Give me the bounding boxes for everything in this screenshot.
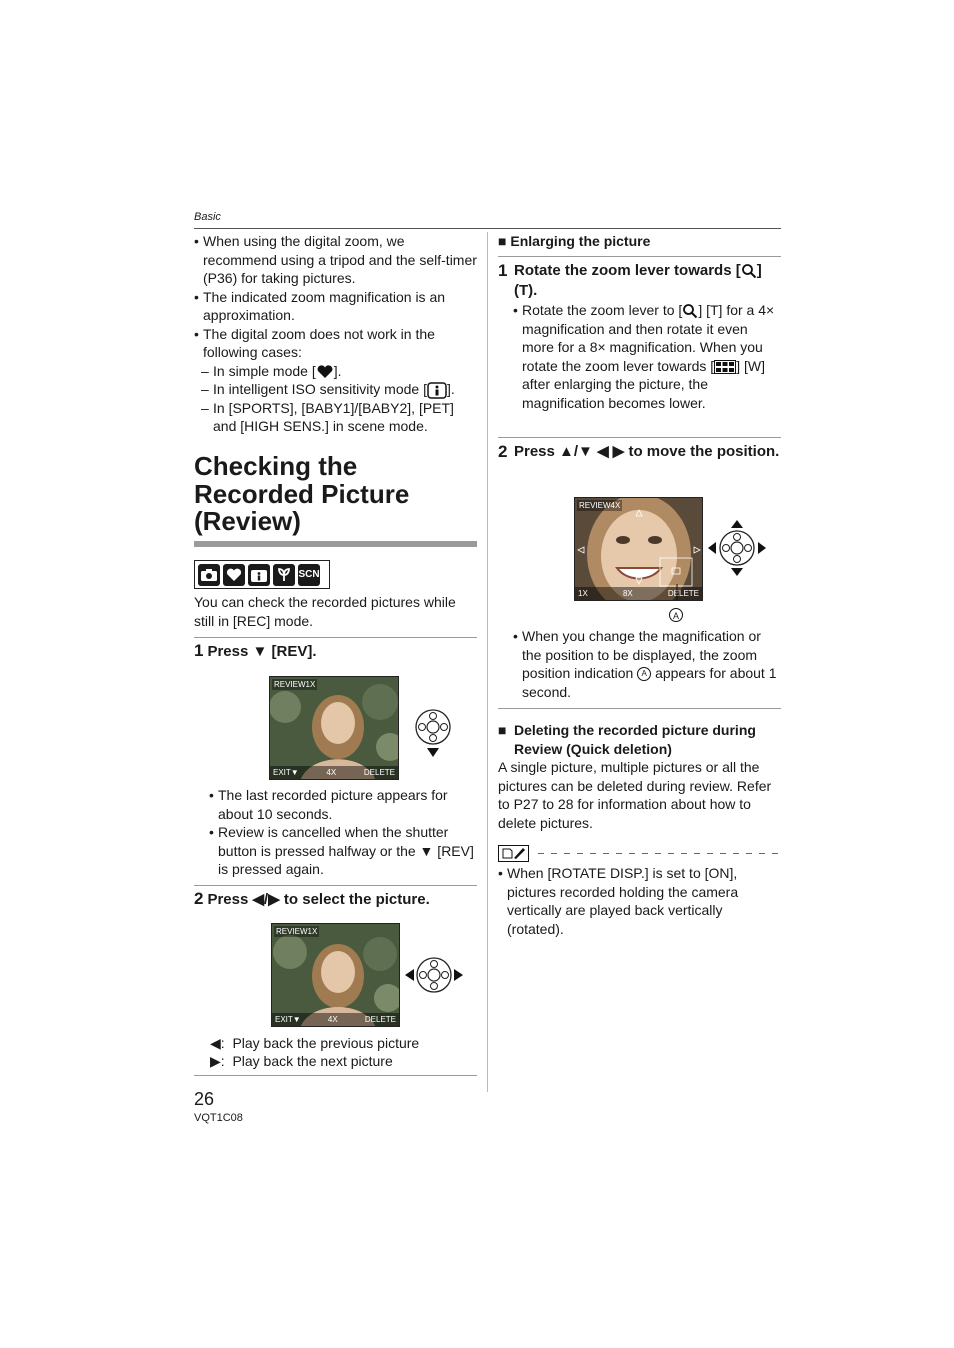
review-screen xyxy=(269,676,399,780)
callout-line xyxy=(671,584,683,600)
wide-multi-icon xyxy=(714,360,736,374)
lcd-status-bar xyxy=(270,766,398,779)
zoomed-review-screen xyxy=(574,497,703,601)
quick-delete-text: A single picture, multiple pictures or all the pictures can be deleted during review. Refer to P27 to 28 for information about how to delete pictures. xyxy=(498,759,772,831)
rule xyxy=(194,885,477,886)
magnifier-icon xyxy=(682,303,698,319)
review-indicator: REVIEW4X xyxy=(579,501,621,510)
callout-marker-inline: A xyxy=(637,667,651,681)
intro-text: You can check the recorded pictures while still in [REC] mode. xyxy=(194,594,456,629)
case-item: – In simple mode [ ]. xyxy=(194,362,477,381)
step-text: Press ◀/▶ to select the picture. xyxy=(207,891,430,908)
delete-label: DELETE xyxy=(363,768,395,777)
delete-label: DELETE xyxy=(667,589,699,598)
section-label: Basic xyxy=(194,211,221,223)
dpad-left-right-icon xyxy=(404,955,464,995)
step1-notes xyxy=(209,786,477,879)
note-item: • When using the digital zoom, we recommend using a tripod and the self-timer (P36) for taking pictures. xyxy=(194,232,477,288)
enlarge-step-2: 2 Press ▲/▼ ◀ ▶ to move the position. xyxy=(498,442,780,461)
column-divider xyxy=(487,232,488,1092)
document-code: VQT1C08 xyxy=(194,1112,243,1124)
simple-mode-icon xyxy=(223,564,245,586)
square-marker-icon: ■ xyxy=(498,233,507,249)
case-item: – In [SPORTS], [BABY1]/[BABY2], [PET] and [HIGH SENS.] in scene mode. xyxy=(194,399,477,436)
rule xyxy=(498,708,781,709)
enlarge-step-1: 1 Rotate the zoom lever towards [ ] (T). xyxy=(498,261,762,299)
camera-mode-icon xyxy=(198,564,220,586)
key-item: ▶: Play back the next picture xyxy=(210,1052,393,1069)
key-item: ◀: Play back the previous picture xyxy=(210,1035,420,1051)
dpad-down-icon xyxy=(414,708,452,760)
exit-label: EXIT▼ xyxy=(273,768,299,777)
photo-closeup xyxy=(575,498,703,601)
note-header xyxy=(498,845,781,863)
step-2 xyxy=(194,889,477,910)
intelligent-iso-icon xyxy=(427,382,447,399)
scene-mode-icon: SCN xyxy=(298,564,320,586)
photo-portrait xyxy=(272,924,400,1027)
review-indicator: REVIEW1X xyxy=(276,927,318,936)
step-text: Press ▼ [REV]. xyxy=(207,643,317,660)
zoom-label: 8X xyxy=(622,589,633,598)
rule xyxy=(194,637,477,638)
macro-mode-icon xyxy=(273,564,295,586)
title-bar xyxy=(194,541,477,547)
zoom-notes xyxy=(194,232,477,436)
zoom-label: 4X xyxy=(326,768,337,777)
delete-label: DELETE xyxy=(364,1015,396,1024)
note-item: • The digital zoom does not work in the following cases: xyxy=(194,325,477,362)
note-item: • The last recorded picture appears for about 10 seconds. xyxy=(209,786,477,823)
enlarge-heading: ■ Enlarging the picture xyxy=(498,233,651,249)
heart-icon xyxy=(316,365,334,379)
case-item: – In intelligent ISO sensitivity mode [ ]. xyxy=(194,380,477,399)
photo-portrait xyxy=(270,677,399,780)
rule xyxy=(498,256,781,257)
quick-delete-heading: ■ Deleting the recorded picture during Review (Quick deletion) xyxy=(498,722,756,757)
header-rule xyxy=(194,228,781,229)
review-screen xyxy=(271,923,400,1027)
magnifier-icon xyxy=(741,263,757,279)
exit-label: EXIT▼ xyxy=(275,1015,301,1024)
position-note: • When you change the magnification or the position to be displayed, the zoom position indication A appears for about 1 second. xyxy=(513,627,781,701)
rotate-note: • When [ROTATE DISP.] is set to [ON], pictures recorded holding the camera vertically are played back vertically (rotated). xyxy=(498,864,781,938)
page-number: 26 xyxy=(194,1089,215,1109)
rule xyxy=(498,437,781,438)
page-title: Checking the Recorded Picture (Review) xyxy=(194,451,410,536)
square-marker-icon: ■ xyxy=(498,722,507,738)
step-1 xyxy=(194,641,477,662)
review-indicator: REVIEW1X xyxy=(274,680,316,689)
rule xyxy=(194,1075,477,1076)
step-number: 2 xyxy=(194,889,204,908)
key-legend xyxy=(210,1034,477,1070)
lcd-status-bar xyxy=(272,1013,399,1026)
step-number: 1 xyxy=(194,641,204,660)
reset-zoom-label: 1X xyxy=(578,589,588,598)
intelligent-iso-mode-icon xyxy=(248,564,270,586)
step-number: 1 xyxy=(498,261,508,280)
mode-icons xyxy=(194,560,330,589)
callout-marker: A xyxy=(669,608,683,622)
step-number: 2 xyxy=(498,442,508,461)
note-item: • Review is cancelled when the shutter button is pressed halfway or the ▼ [REV] is pressed again. xyxy=(209,823,477,879)
note-item: • The indicated zoom magnification is an approximation. xyxy=(194,288,477,325)
enlarge-note: • Rotate the zoom lever to [ ] [T] for a 4× magnification and then rotate it even more for a 8× magnification. When you rotate the zoom lever towards [ ] [W] after enlarging the picture, the magnification becomes lower. xyxy=(513,301,781,412)
zoom-label: 4X xyxy=(327,1015,338,1024)
dpad-four-way-icon xyxy=(707,519,767,577)
